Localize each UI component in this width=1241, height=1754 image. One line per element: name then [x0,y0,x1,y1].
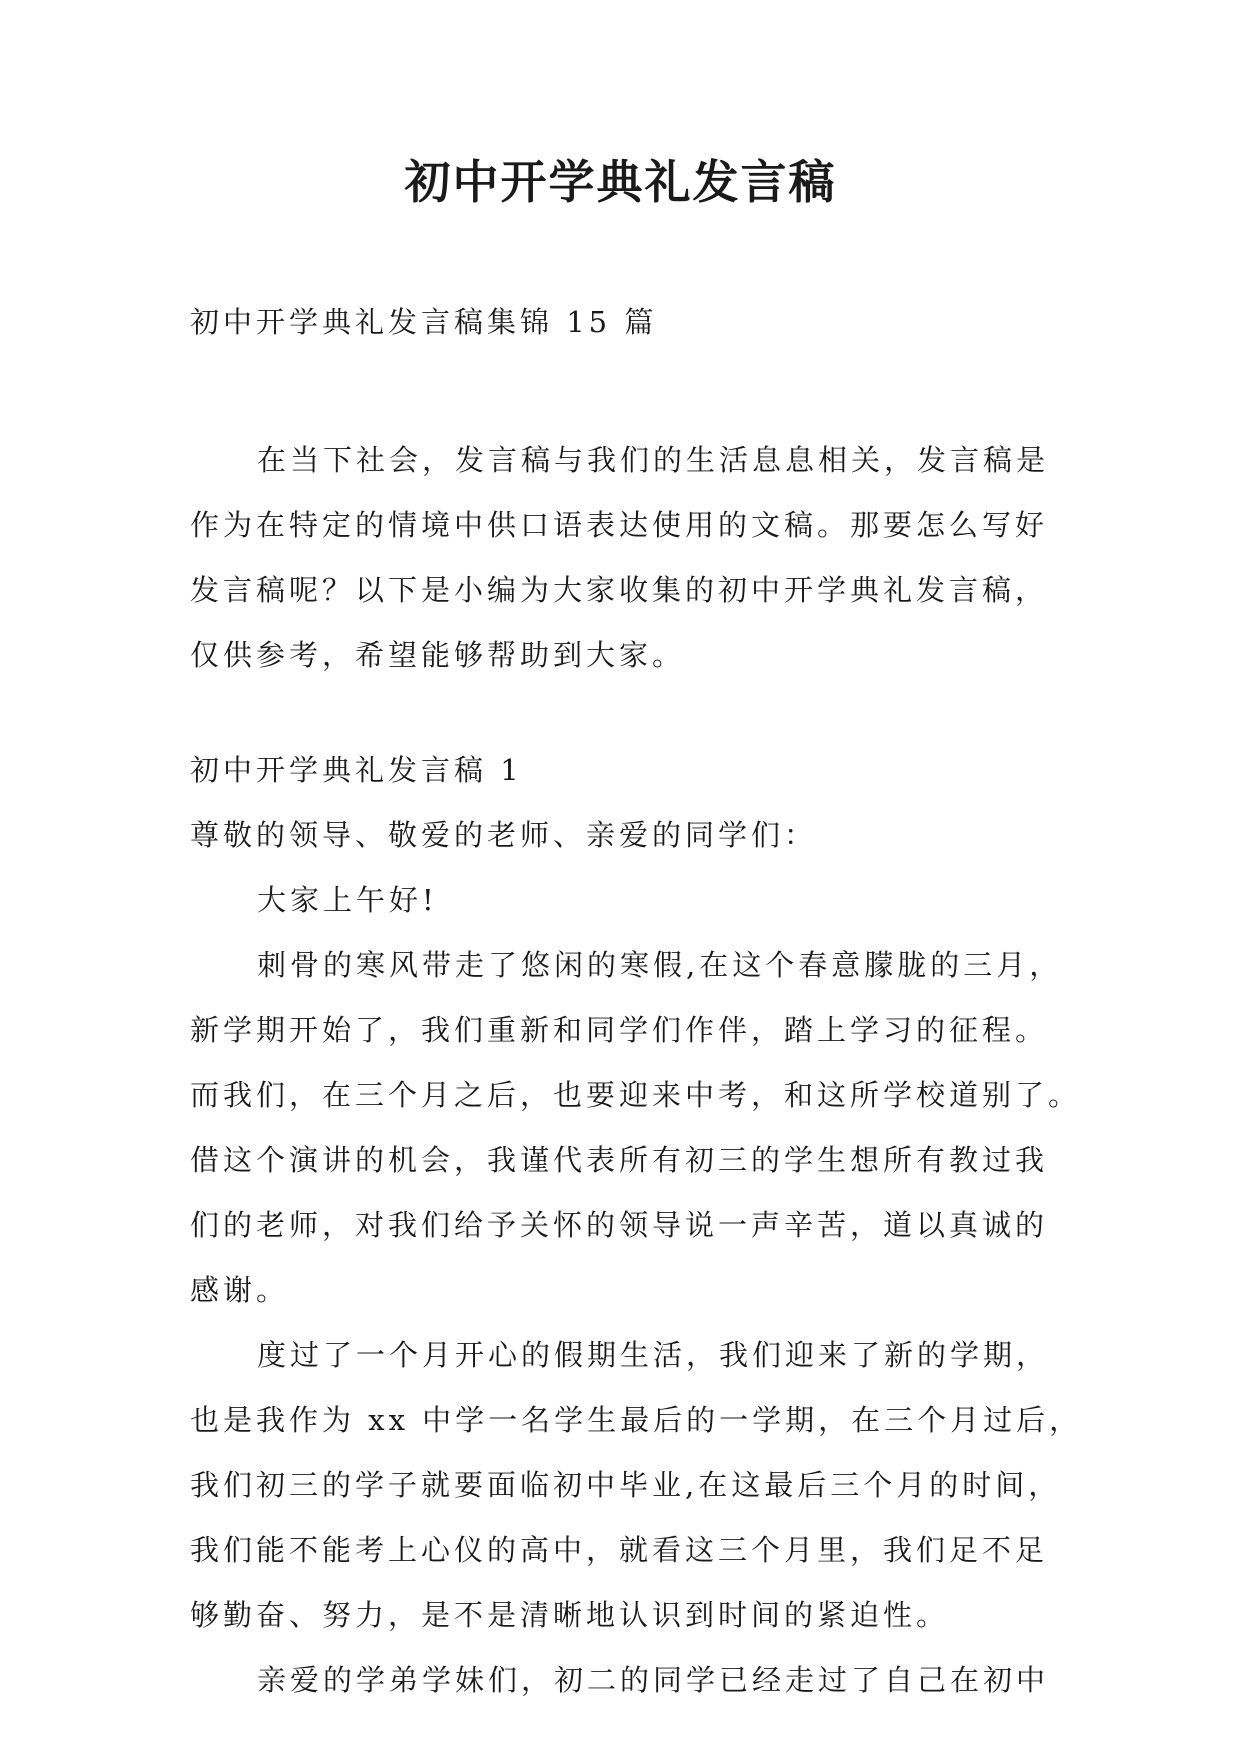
intro-line: 在当下社会，发言稿与我们的生活息息相关，发言稿是 [257,443,1050,477]
salutation: 尊敬的领导、敬爱的老师、亲爱的同学们： [190,818,818,852]
document-body [190,290,1083,1713]
paragraph-line: 借这个演讲的机会，我谨代表所有初三的学生想所有教过我 [190,1143,1049,1177]
paragraph-line: 够勤奋、努力，是不是清晰地认识到时间的紧迫性。 [190,1598,950,1632]
paragraph-line: 也是我作为 xx 中学一名学生最后的一学期，在三个月过后， [190,1403,1083,1437]
speech-paragraph-2 [190,1323,1083,1648]
greeting: 大家上午好! [257,883,438,917]
spacer [190,355,1070,428]
document-title: 初中开学典礼发言稿 [404,155,837,209]
document-subtitle: 初中开学典礼发言稿集锦 15 篇 [190,305,658,339]
intro-line: 仅供参考，希望能够帮助到大家。 [190,638,686,672]
paragraph-line: 感谢。 [190,1273,290,1307]
paragraph-line: 们的老师，对我们给予关怀的领导说一声辛苦，道以真诚的 [190,1208,1049,1242]
section-heading: 初中开学典礼发言稿 1 [190,753,523,787]
intro-line: 作为在特定的情境中供口语表达使用的文稿。那要怎么写好 [190,508,1049,542]
paragraph-line: 亲爱的学弟学妹们，初二的同学已经走过了自己在初中 [257,1663,1050,1697]
intro-line: 发言稿呢？以下是小编为大家收集的初中开学典礼发言稿， [190,573,1049,607]
spacer [190,688,1070,738]
paragraph-line: 而我们，在三个月之后，也要迎来中考，和这所学校道别了。 [190,1078,1082,1112]
speech-paragraph-3 [190,1648,1070,1713]
paragraph-line: 刺骨的寒风带走了悠闲的寒假,在这个春意朦胧的三月， [257,948,1063,982]
intro-paragraph [190,428,1070,688]
paragraph-line: 新学期开始了，我们重新和同学们作伴，踏上学习的征程。 [190,1013,1049,1047]
speech-paragraph-1 [190,933,1082,1323]
paragraph-line: 度过了一个月开心的假期生活，我们迎来了新的学期， [257,1338,1050,1372]
paragraph-line: 我们初三的学子就要面临初中毕业,在这最后三个月的时间， [190,1468,1062,1502]
paragraph-line: 我们能不能考上心仪的高中，就看这三个月里，我们足不足 [190,1533,1049,1567]
